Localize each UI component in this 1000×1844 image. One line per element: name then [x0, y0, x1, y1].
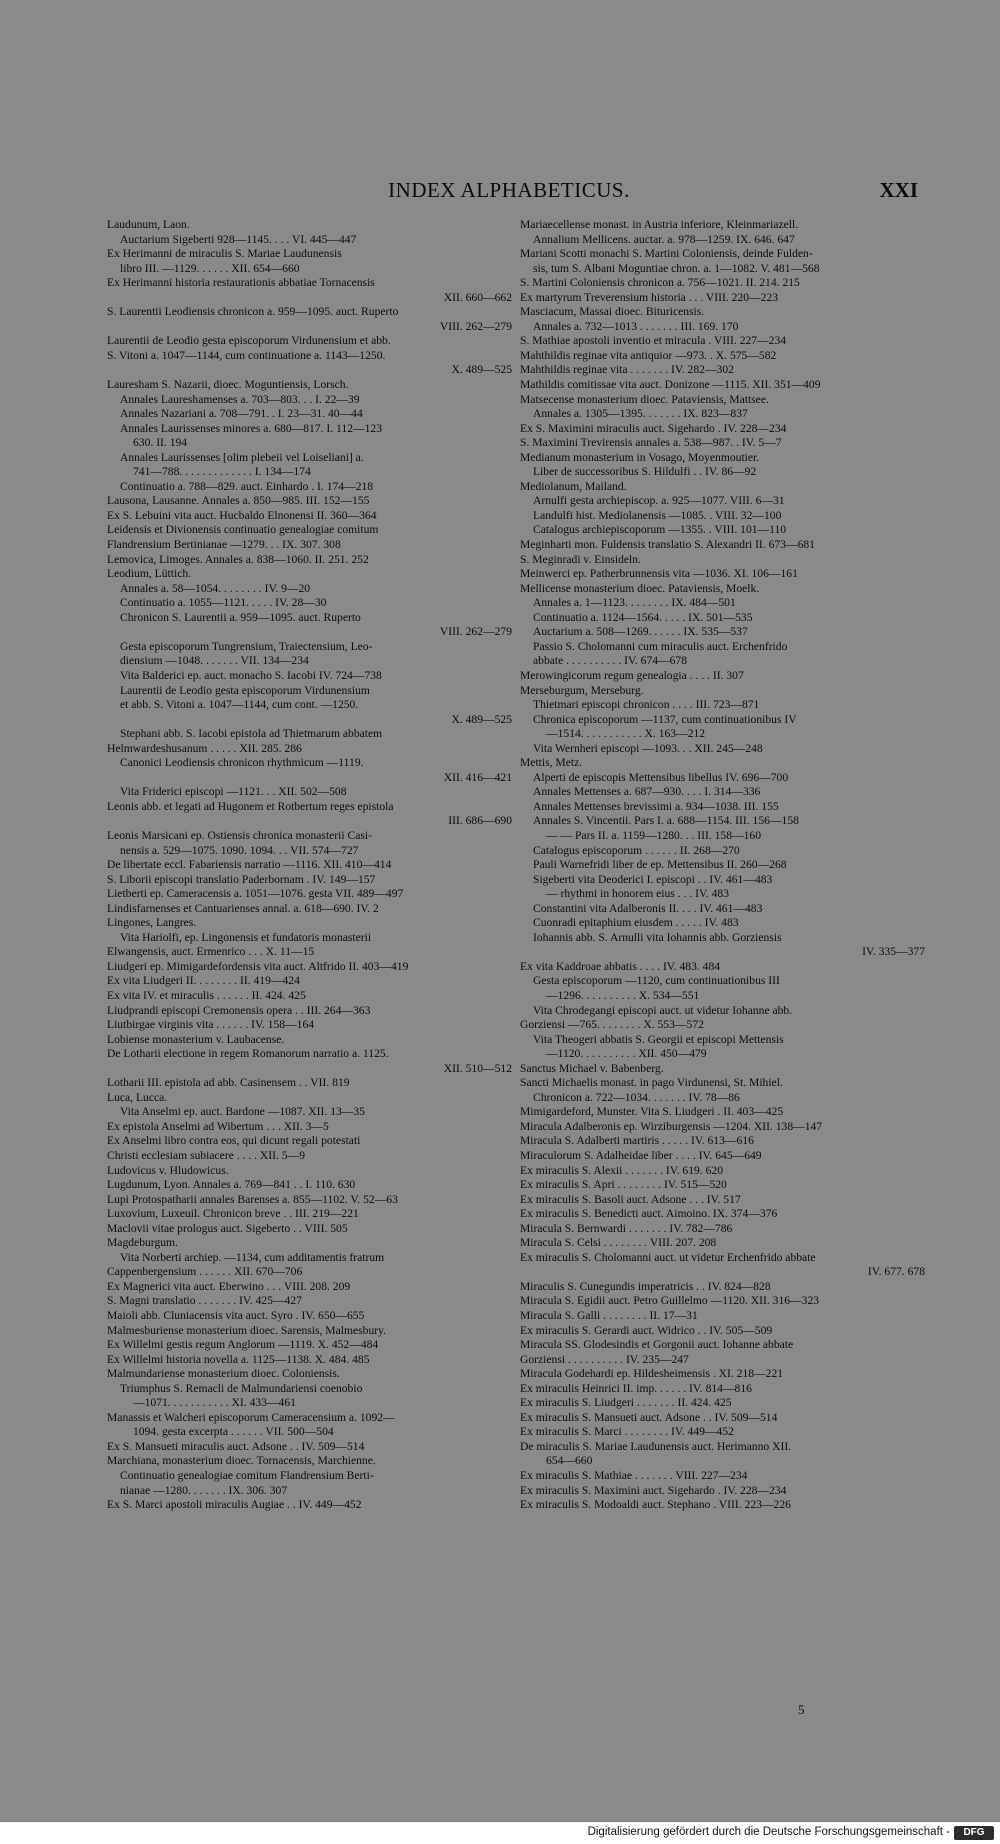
index-entry-line: Mariani Scotti monachi S. Martini Coloniensis, deinde Fulden- — [520, 247, 813, 261]
index-entry-line: Ex miraculis S. Marci . . . . . . . . IV. 449—452 — [520, 1425, 734, 1439]
index-entry-line: III. 686—690 — [448, 814, 512, 828]
index-entry-line: S. Meginradi v. Einsideln. — [520, 552, 641, 566]
index-entry-line: Masciacum, Massai dioec. Bituricensis. — [520, 305, 705, 319]
index-entry-line: Ex Magnerici vita auct. Eberwino . . . VIII. 208. 209 — [107, 1279, 351, 1293]
index-entry-line: De Lotharii electione in regem Romanorum narratio a. 1125. — [107, 1047, 389, 1061]
index-entry-line: Ex Willelmi historia novella a. 1125—1138. X. 484. 485 — [107, 1352, 370, 1366]
index-entry-line: Mellicense monasterium dioec. Pataviensis, Moelk. — [520, 581, 760, 595]
index-entry-line: abbate . . . . . . . . . . IV. 674—678 — [533, 654, 688, 668]
index-entry-line: Leonis abb. et legati ad Hugonem et Rotbertum reges epistola — [107, 799, 394, 813]
index-entry-line: Arnulfi gesta archiepiscop. a. 925—1077. VIII. 6—31 — [533, 494, 785, 508]
index-entry-line: Liutbirgae virginis vita . . . . . . IV. 158—164 — [107, 1018, 315, 1032]
running-title: INDEX ALPHABETICUS. — [388, 178, 630, 202]
index-entry-line: Magdeburgum. — [107, 1236, 178, 1250]
index-entry-line: Malmesburiense monasterium dioec. Sarensis, Malmesbury. — [107, 1323, 387, 1337]
index-entry-line: Annalium Mellicens. auctar. a. 978—1259. IX. 646. 647 — [533, 232, 795, 246]
index-entry-line: Passio S. Cholomanni cum miraculis auct. Erchenfrido — [533, 639, 788, 653]
index-entry-line: Chronica episcoporum —1137, cum continuationibus IV — [533, 712, 797, 726]
digitization-footer — [0, 1822, 1000, 1844]
index-column-left — [107, 218, 512, 1513]
index-entry-line: S. Martini Coloniensis chronicon a. 756—1021. II. 214. 215 — [520, 276, 800, 290]
index-entry-line: Miracula S. Galli . . . . . . . . II. 17—31 — [520, 1309, 698, 1323]
index-entry-line: Ex miraculis S. Mansueti auct. Adsone . . IV. 509—514 — [520, 1410, 778, 1424]
index-entry-line: Annales Laurissenses [olim plebeii vel Loiseliani] a. — [120, 450, 364, 464]
index-entry-line: Vita Chrodegangi episcopi auct. ut videtur Iohanne abb. — [533, 1003, 793, 1017]
index-entry-line: Miraculorum S. Adalheidae liber . . . . IV. 645—649 — [520, 1149, 762, 1162]
index-entry-line: Ex miraculis S. Liudgeri . . . . . . . II. 424. 425 — [520, 1396, 732, 1410]
index-entry-line: Sigeberti vita Deoderici I. episcopi . . IV. 461—483 — [533, 872, 773, 886]
index-entry-line: Annales a. 1305—1395. . . . . . . IX. 823—837 — [533, 407, 748, 421]
index-entry-line: S. Magni translatio . . . . . . . IV. 425—427 — [107, 1294, 302, 1308]
index-entry-line: Continuatio genealogiae comitum Flandrensium Berti- — [120, 1469, 374, 1483]
index-entry-line: Liber de successoribus S. Hildulfi . . IV. 86—92 — [533, 465, 757, 479]
index-entry-line: Ex Anselmi libro contra eos, qui dicunt regali potestati — [107, 1134, 361, 1148]
index-entry-line: —1120. . . . . . . . . . XII. 450—479 — [546, 1047, 707, 1061]
index-entry-line: Ex miraculis S. Cholomanni auct. ut videtur Erchenfrido abbate — [520, 1250, 816, 1264]
index-entry-line: Ex epistola Anselmi ad Wibertum . . . XII. 3—5 — [107, 1119, 329, 1133]
index-entry-line: De miraculis S. Mariae Laudunensis auct. Herimanno XII. — [520, 1439, 792, 1453]
index-entry-line: Vita Theogeri abbatis S. Georgii et episcopi Mettensis — [533, 1032, 784, 1046]
index-entry-line: 741—788. . . . . . . . . . . . . I. 134—174 — [133, 465, 311, 479]
index-entry-line: Flandrensium Bertinianae —1279. . . IX. 307. 308 — [107, 538, 341, 552]
index-entry-line: Cuonradi epitaphium eiusdem . . . . . IV. 483 — [533, 916, 739, 930]
index-entry-line: Mimigardeford, Munster. Vita S. Liudgeri . II. 403—425 — [520, 1105, 784, 1119]
index-entry-line: Vita Friderici episcopi —1121. . . XII. 502—508 — [120, 785, 347, 799]
index-entry-line: Luca, Lucca. — [107, 1090, 168, 1104]
index-entry-line: Miraculis S. Cunegundis imperatricis . . IV. 824—828 — [520, 1279, 771, 1293]
printer-signature: 5 — [798, 1702, 805, 1717]
index-entry-line: — — Pars II. a. 1159—1280. . . III. 158—160 — [546, 828, 761, 842]
index-entry-line: Lemovica, Limoges. Annales a. 838—1060. II. 251. 252 — [107, 552, 369, 566]
index-entry-line: Leonis Marsicani ep. Ostiensis chronica monasterii Casi- — [107, 828, 372, 842]
index-entry-line: Lingones, Langres. — [107, 916, 197, 930]
index-entry-line: Miracula S. Adalberti martiris . . . . . IV. 613—616 — [520, 1134, 754, 1148]
index-entry-line: Ex S. Lebuini vita auct. Hucbaldo Elnonensi II. 360—364 — [107, 508, 377, 522]
index-entry-line: Mettis, Metz. — [520, 756, 583, 770]
index-entry-line: Lupi Protospatharii annales Barenses a. 855—1102. V. 52—63 — [107, 1192, 398, 1206]
index-entry-line: Auctarium a. 508—1269. . . . . . IX. 535—537 — [533, 625, 748, 639]
index-entry-line: Pauli Warnefridi liber de ep. Mettensibus II. 260—268 — [533, 858, 787, 872]
index-entry-line: Annales Laurissenses minores a. 680—817. I. 112—123 — [120, 421, 382, 435]
index-entry-line: Merseburgum, Merseburg. — [520, 683, 644, 697]
index-entry-line: Ex miraculis S. Mathiae . . . . . . . VIII. 227—234 — [520, 1469, 748, 1483]
index-entry-line: Ex vita IV. et miraculis . . . . . . II. 424. 425 — [107, 988, 306, 1002]
index-entry-line: Gorziensi —765. . . . . . . . X. 553—572 — [520, 1018, 704, 1032]
index-entry-line: Lugdunum, Lyon. Annales a. 769—841 . . I. 110. 630 — [107, 1178, 356, 1192]
index-entry-line: Chronicon S. Laurentii a. 959—1095. auct. Ruperto — [120, 610, 361, 624]
index-entry-line: Maioli abb. Cluniacensis vita auct. Syro . IV. 650—655 — [107, 1309, 365, 1323]
index-entry-line: Ex miraculis S. Basoli auct. Adsone . . . IV. 517 — [520, 1192, 741, 1206]
index-entry-line: libro III. —1129. . . . . . XII. 654—660 — [120, 261, 300, 275]
index-entry-line: Ex Herimanni historia restaurationis abbatiae Tornacensis — [107, 276, 375, 290]
index-entry-line: Annales S. Vincentii. Pars I. a. 688—1154. III. 156—158 — [533, 814, 799, 828]
index-entry-line: IV. 335—377 — [862, 945, 925, 959]
index-entry-line: XII. 416—421 — [443, 770, 512, 784]
funding-notice: Digitalisierung gefördert durch die Deutsche Forschungsgemeinschaft - — [587, 1826, 950, 1838]
index-entry-line: Mahthildis reginae vita antiquior —973. . X. 575—582 — [520, 348, 777, 362]
index-entry-line: Chronicon a. 722—1034. . . . . . . IV. 78—86 — [533, 1090, 740, 1104]
index-entry-line: Ex miraculis Heinrici II. imp. . . . . . IV. 814—816 — [520, 1381, 752, 1395]
page-number: XXI — [879, 178, 918, 202]
index-entry-line: Mathildis comitissae vita auct. Donizone —1115. XII. 351—409 — [520, 378, 821, 392]
index-entry-line: Leodium, Lüttich. — [107, 567, 192, 581]
index-entry-line: VIII. 262—279 — [439, 319, 512, 333]
index-entry-line: Merowingicorum regum genealogia . . . . II. 307 — [520, 668, 744, 682]
index-entry-line: Malmundariense monasterium dioec. Coloniensis. — [107, 1367, 340, 1381]
index-entry-line: Lobiense monasterium v. Laubacense. — [107, 1032, 285, 1046]
index-entry-line: Vita Wernheri episcopi —1093. . . XII. 245—248 — [533, 741, 763, 755]
index-entry-line: sis, tum S. Albani Moguntiae chron. a. 1—1082. V. 481—568 — [533, 261, 820, 275]
index-entry-line: Marchiana, monasterium dioec. Tornacensis, Marchienne. — [107, 1454, 376, 1468]
index-entry-line: —1071. . . . . . . . . . . XI. 433—461 — [133, 1396, 296, 1410]
index-entry-line: Ex martyrum Treverensium historia . . . VIII. 220—223 — [520, 290, 779, 304]
index-entry-line: Vita Hariolfi, ep. Lingonensis et fundatoris monasterii — [120, 930, 372, 944]
index-entry-line: Ex Herimanni de miraculis S. Mariae Laudunensis — [107, 247, 342, 261]
index-entry-line: Ex miraculis S. Modoaldi auct. Stephano . VIII. 223—226 — [520, 1498, 791, 1512]
index-entry-line: Helmwardeshusanum . . . . . XII. 285. 286 — [107, 741, 302, 755]
index-entry-line: Gesta episcoporum —1120, cum continuationibus III — [533, 974, 780, 988]
index-entry-line: Stephani abb. S. Iacobi epistola ad Thietmarum abbatem — [120, 727, 383, 741]
index-entry-line: Liudprandi episcopi Cremonensis opera . . III. 264—363 — [107, 1003, 371, 1017]
index-entry-line: 654—660 — [546, 1454, 593, 1468]
index-entry-line: Elwangensis, auct. Ermenrico . . . X. 11—15 — [107, 945, 315, 959]
index-entry-line: Miracula S. Egidii auct. Petro Guillelmo —1120. XII. 316—323 — [520, 1294, 820, 1308]
index-entry-line: S. Maximini Trevirensis annales a. 538—987. . IV. 5—7 — [520, 436, 782, 450]
index-entry-line: Lotharii III. epistola ad abb. Casinensem . . VII. 819 — [107, 1076, 350, 1090]
index-entry-line: Maclovii vitae prologus auct. Sigeberto . . VIII. 505 — [107, 1221, 348, 1235]
index-entry-line: Lauresham S. Nazarii, dioec. Moguntiensis, Lorsch. — [107, 378, 349, 392]
index-entry-line: Catalogus archiepiscoporum —1355. . VIII. 101—110 — [533, 523, 787, 537]
index-entry-line: Gesta episcoporum Tungrensium, Traiectensium, Leo- — [120, 639, 373, 653]
index-entry-line: Continuatio a. 1124—1564. . . . . IX. 501—535 — [533, 610, 753, 624]
index-entry-line: Annales a. 58—1054. . . . . . . . IV. 9—20 — [120, 581, 311, 595]
index-entry-line: Ex S. Maximini miraculis auct. Sigehardo . IV. 228—234 — [520, 421, 787, 435]
index-entry-line: Vita Norberti archiep. —1134, cum additamentis fratrum — [120, 1250, 385, 1264]
index-entry-line: Laurentii de Leodio gesta episcoporum Virdunensium et abb. — [107, 334, 391, 348]
index-entry-line: Miracula Adalberonis ep. Wirziburgensis —1204. XII. 138—147 — [520, 1119, 823, 1133]
index-entry-line: Ex S. Marci apostoli miraculis Augiae . . IV. 449—452 — [107, 1498, 362, 1512]
index-entry-line: X. 489—525 — [451, 363, 512, 377]
index-entry-line: S. Mathiae apostoli inventio et miracula . VIII. 227—234 — [520, 334, 787, 348]
index-entry-line: 630. II. 194 — [133, 436, 188, 450]
index-entry-line: Vita Balderici ep. auct. monacho S. Iacobi IV. 724—738 — [120, 668, 382, 682]
index-column-right — [520, 218, 925, 1513]
index-entry-line: et abb. S. Vitoni a. 1047—1144, cum cont. —1250. — [120, 698, 359, 712]
index-entry-line: — rhythmi in honorem eius . . . IV. 483 — [546, 887, 730, 901]
index-entry-line: Cappenbergensium . . . . . . XII. 670—706 — [107, 1265, 303, 1279]
index-entry-line: Catalogus episcoporum . . . . . . II. 268—270 — [533, 843, 740, 857]
index-entry-line: S. Laurentii Leodiensis chronicon a. 959—1095. auct. Ruperto — [107, 305, 399, 319]
index-entry-line: XII. 660—662 — [443, 290, 512, 304]
index-entry-line: nianae —1280. . . . . . . IX. 306. 307 — [120, 1483, 288, 1497]
index-entry-line: Lindisfarnenses et Cantuarienses annal. a. 618—690. IV. 2 — [107, 901, 379, 915]
index-entry-line: Vita Anselmi ep. auct. Bardone —1087. XII. 13—35 — [120, 1105, 365, 1119]
index-entry-line: Gorziensi . . . . . . . . . . IV. 235—247 — [520, 1352, 689, 1366]
index-entry-line: Ex Willelmi gestis regum Anglorum —1119. X. 452—484 — [107, 1338, 379, 1352]
index-entry-line: Annales Mettenses brevissimi a. 934—1038. III. 155 — [533, 799, 779, 813]
index-entry-line: Annales Mettenses a. 687—930. . . . I. 314—336 — [533, 785, 761, 799]
index-entry-line: Ex vita Liudgeri II. . . . . . . . II. 419—424 — [107, 974, 300, 988]
index-entry-line: Ex miraculis S. Gerardi auct. Widrico . . IV. 505—509 — [520, 1323, 773, 1337]
dfg-logo: DFG — [954, 1826, 994, 1840]
index-entry-line: Ex miraculis S. Apri . . . . . . . . IV. 515—520 — [520, 1178, 727, 1192]
index-entry-line: Mariaecellense monast. in Austria inferiore, Kleinmariazell. — [520, 218, 799, 231]
index-entry-line: X. 489—525 — [451, 712, 512, 726]
index-entry-line: Ex miraculis S. Alexii . . . . . . . IV. 619. 620 — [520, 1163, 723, 1177]
index-entry-line: Meginharti mon. Fuldensis translatio S. Alexandri II. 673—681 — [520, 538, 815, 552]
index-entry-line: Leidensis et Divionensis continuatio genealogiae comitum — [107, 523, 379, 537]
index-entry-line: diensium —1048. . . . . . . VII. 134—234 — [120, 654, 309, 668]
index-entry-line: Meinwerci ep. Patherbrunnensis vita —1036. XI. 106—161 — [520, 567, 798, 581]
index-entry-line: Lausona, Lausanne. Annales a. 850—985. III. 152—155 — [107, 494, 370, 508]
index-entry-line: De libertate eccl. Fabariensis narratio —1116. XII. 410—414 — [107, 858, 392, 872]
index-entry-line: Annales Laureshamenses a. 703—803. . . I. 22—39 — [120, 392, 360, 406]
index-entry-line: 1094. gesta excerpta . . . . . . VII. 500—504 — [133, 1425, 334, 1439]
index-entry-line: Constantini vita Adalberonis II. . . . IV. 461—483 — [533, 901, 763, 915]
index-entry-line: Matsecense monasterium dioec. Pataviensis, Mattsee. — [520, 392, 769, 406]
index-entry-line: S. Liborii episcopi translatio Paderbornam . IV. 149—157 — [107, 872, 376, 886]
index-entry-line: Alperti de episcopis Mettensibus libellus IV. 696—700 — [533, 770, 789, 784]
index-entry-line: Annales a. 1—1123. . . . . . . . IX. 484—501 — [533, 596, 736, 610]
index-entry-line: Miracula Godehardi ep. Hildesheimensis . XI. 218—221 — [520, 1367, 784, 1381]
index-entry-line: Lietberti ep. Cameracensis a. 1051—1076. gesta VII. 489—497 — [107, 887, 404, 901]
index-entry-line: Annales a. 732—1013 . . . . . . . III. 169. 170 — [533, 319, 739, 333]
index-entry-line: Sancti Michaelis monast. in pago Virdunensi, St. Mihiel. — [520, 1076, 783, 1090]
index-entry-line: Annales Nazariani a. 708—791. . I. 23—31. 40—44 — [120, 407, 363, 421]
index-entry-line: VIII. 262—279 — [439, 625, 512, 639]
page-header — [100, 178, 918, 206]
index-entry-line: nensis a. 529—1075. 1090. 1094. . . VII. 574—727 — [120, 843, 359, 857]
index-entry-line: Miracula S. Celsi . . . . . . . . VIII. 207. 208 — [520, 1236, 717, 1250]
index-entry-line: Liudgeri ep. Mimigardefordensis vita auct. Altfrido II. 403—419 — [107, 959, 409, 973]
index-entry-line: Thietmari episcopi chronicon . . . . III. 723—871 — [533, 698, 760, 712]
index-entry-line: IV. 677. 678 — [867, 1265, 925, 1279]
index-entry-line: Landulfi hist. Mediolanensis —1085. . VIII. 32—100 — [533, 508, 782, 522]
index-entry-line: Laurentii de Leodio gesta episcoporum Virdunensium — [120, 683, 370, 697]
index-entry-line: —1296. . . . . . . . . . X. 534—551 — [546, 988, 700, 1002]
index-entry-line: Sanctus Michael v. Babenberg. — [520, 1061, 664, 1075]
index-entry-line: Miracula S. Bernwardi . . . . . . . IV. 782—786 — [520, 1221, 733, 1235]
index-entry-line: Mahthildis reginae vita . . . . . . . IV. 282—302 — [520, 363, 734, 377]
index-entry-line: Continuatio a. 788—829. auct. Einhardo . I. 174—218 — [120, 479, 374, 493]
index-entry-line: Manassis et Walcheri episcoporum Cameracensium a. 1092— — [107, 1410, 395, 1424]
index-entry-line: Ex vita Kaddroae abbatis . . . . IV. 483. 484 — [520, 959, 721, 973]
index-entry-line: Ex miraculis S. Benedicti auct. Aimoino. IX. 374—376 — [520, 1207, 778, 1221]
index-entry-line: Christi ecclesiam subiacere . . . . XII. 5—9 — [107, 1149, 305, 1162]
index-entry-line: —1514. . . . . . . . . . . X. 163—212 — [546, 727, 706, 741]
index-entry-line: Ex S. Mansueti miraculis auct. Adsone . . IV. 509—514 — [107, 1439, 365, 1453]
index-entry-line: Miracula SS. Glodesindis et Gorgonii auct. Iohanne abbate — [520, 1338, 794, 1352]
index-entry-line: Iohannis abb. S. Arnulli vita Iohannis abb. Gorziensis — [533, 930, 782, 944]
index-entry-line: XII. 510—512 — [443, 1061, 512, 1075]
index-entry-line: Ludovicus v. Hludowicus. — [107, 1163, 229, 1177]
index-entry-line: Luxovium, Luxeuil. Chronicon breve . . III. 219—221 — [107, 1207, 359, 1221]
index-entry-line: S. Vitoni a. 1047—1144, cum continuatione a. 1143—1250. — [107, 348, 386, 362]
index-entry-line: Auctarium Sigeberti 928—1145. . . . VI. 445—447 — [120, 232, 357, 246]
index-entry-line: Medianum monasterium in Vosago, Moyenmoutier. — [520, 450, 760, 464]
index-entry-line: Laudunum, Laon. — [107, 218, 190, 231]
index-entry-line: Continuatio a. 1055—1121. . . . . IV. 28—30 — [120, 596, 327, 610]
index-entry-line: Ex miraculis S. Maximini auct. Sigehardo . IV. 228—234 — [520, 1483, 787, 1497]
index-entry-line: Mediolanum, Mailand. — [520, 479, 627, 493]
index-entry-line: Triumphus S. Remacli de Malmundariensi coenobio — [120, 1381, 363, 1395]
index-entry-line: Canonici Leodiensis chronicon rhythmicum —1119. — [120, 756, 364, 770]
